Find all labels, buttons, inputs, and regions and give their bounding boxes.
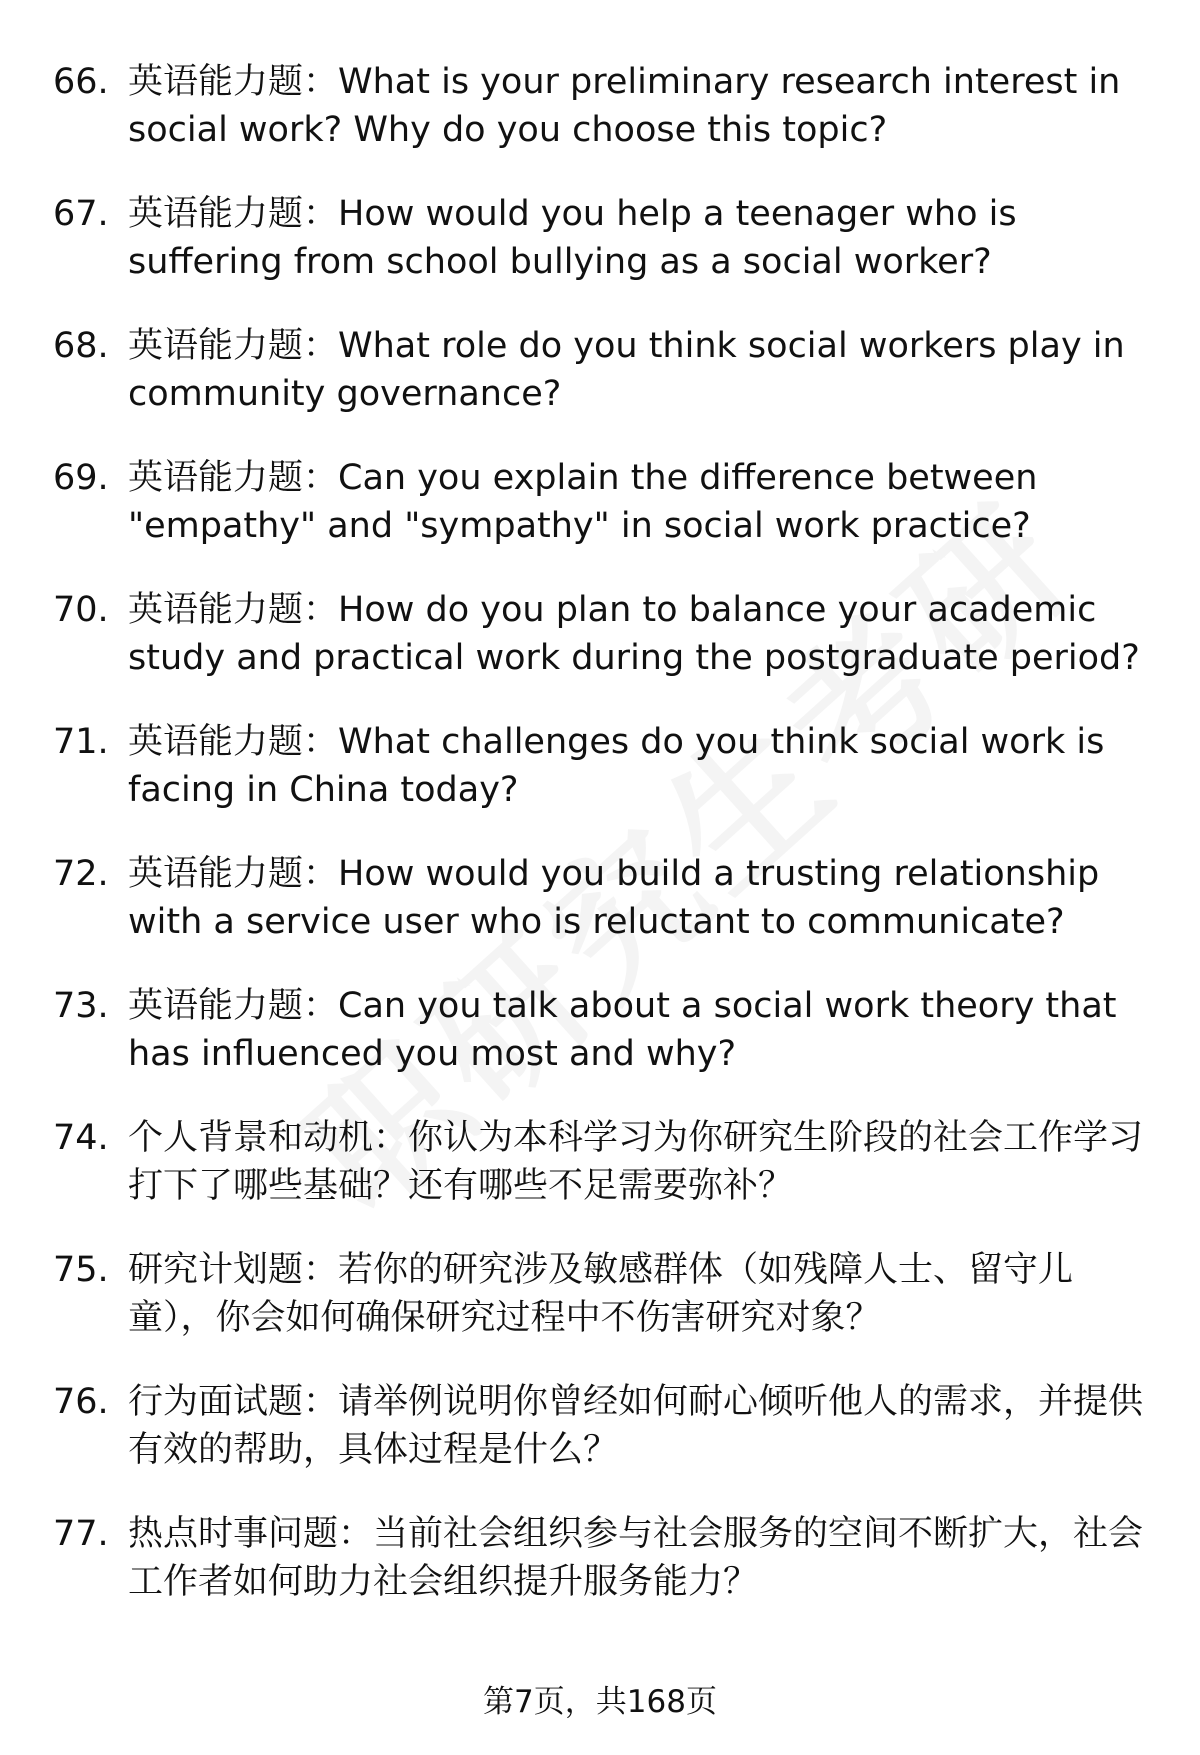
question-text: 请举例说明你曾经如何耐心倾听他人的需求，并提供有效的帮助，具体过程是什么？ <box>128 1382 1144 1470</box>
question-number: 68. <box>53 326 109 366</box>
question-category: 行为面试题： <box>128 1382 339 1422</box>
question-text: What role do you think social workers play in community governance? <box>128 326 1125 414</box>
question-text: How would you help a teenager who is suffering from school bullying as a social worker? <box>128 194 1017 282</box>
question-item <box>0 454 1200 550</box>
question-body <box>128 322 1148 418</box>
question-item <box>0 1246 1200 1342</box>
question-category: 研究计划题： <box>128 1250 339 1290</box>
question-body <box>128 454 1148 550</box>
question-category: 热点时事问题： <box>128 1514 374 1554</box>
question-body <box>128 982 1148 1078</box>
question-item <box>0 718 1200 814</box>
question-category: 英语能力题： <box>128 326 339 366</box>
question-item <box>0 1510 1200 1606</box>
question-category: 英语能力题： <box>128 590 339 630</box>
question-category: 英语能力题： <box>128 854 339 894</box>
question-item <box>0 322 1200 418</box>
question-text: 若你的研究涉及敏感群体（如残障人士、留守儿童），你会如何确保研究过程中不伤害研究对象？ <box>128 1250 1074 1338</box>
question-number: 67. <box>53 194 109 234</box>
question-body <box>128 586 1148 682</box>
question-text: What challenges do you think social work is facing in China today? <box>128 722 1105 810</box>
question-body <box>128 1246 1148 1342</box>
question-number: 73. <box>53 986 109 1026</box>
question-text: How would you build a trusting relationship with a service user who is reluctant to communicate? <box>128 854 1100 942</box>
question-number: 66. <box>53 62 109 102</box>
question-body <box>128 1510 1148 1606</box>
question-number: 71. <box>53 722 109 762</box>
question-category: 英语能力题： <box>128 986 339 1026</box>
question-item <box>0 586 1200 682</box>
question-category: 英语能力题： <box>128 458 339 498</box>
question-text: Can you explain the difference between "empathy" and "sympathy" in social work practice? <box>128 458 1038 546</box>
question-item <box>0 58 1200 154</box>
question-body <box>128 1114 1148 1210</box>
question-category: 英语能力题： <box>128 62 339 102</box>
question-number: 74. <box>53 1118 109 1158</box>
question-item <box>0 190 1200 286</box>
question-category: 个人背景和动机： <box>128 1118 409 1158</box>
question-text: How do you plan to balance your academic study and practical work during the postgraduate period? <box>128 590 1140 678</box>
question-body <box>128 1378 1148 1474</box>
question-text: Can you talk about a social work theory that has influenced you most and why? <box>128 986 1117 1074</box>
question-category: 英语能力题： <box>128 722 339 762</box>
question-item <box>0 1114 1200 1210</box>
question-number: 72. <box>53 854 109 894</box>
question-body <box>128 190 1148 286</box>
question-list <box>0 58 1200 1642</box>
question-number: 69. <box>53 458 109 498</box>
page-number-footer: 第7页，共168页 <box>483 1684 717 1720</box>
question-number: 77. <box>53 1514 109 1554</box>
question-number: 76. <box>53 1382 109 1422</box>
question-body <box>128 718 1148 814</box>
question-text: What is your preliminary research interest in social work? Why do you choose this topic? <box>128 62 1121 150</box>
question-item <box>0 850 1200 946</box>
question-category: 英语能力题： <box>128 194 339 234</box>
question-item <box>0 1378 1200 1474</box>
question-number: 75. <box>53 1250 109 1290</box>
question-item <box>0 982 1200 1078</box>
question-number: 70. <box>53 590 109 630</box>
question-body <box>128 58 1148 154</box>
question-body <box>128 850 1148 946</box>
question-text: 当前社会组织参与社会服务的空间不断扩大，社会工作者如何助力社会组织提升服务能力？ <box>128 1514 1144 1602</box>
question-text: 你认为本科学习为你研究生阶段的社会工作学习打下了哪些基础？还有哪些不足需要弥补？ <box>128 1118 1144 1206</box>
